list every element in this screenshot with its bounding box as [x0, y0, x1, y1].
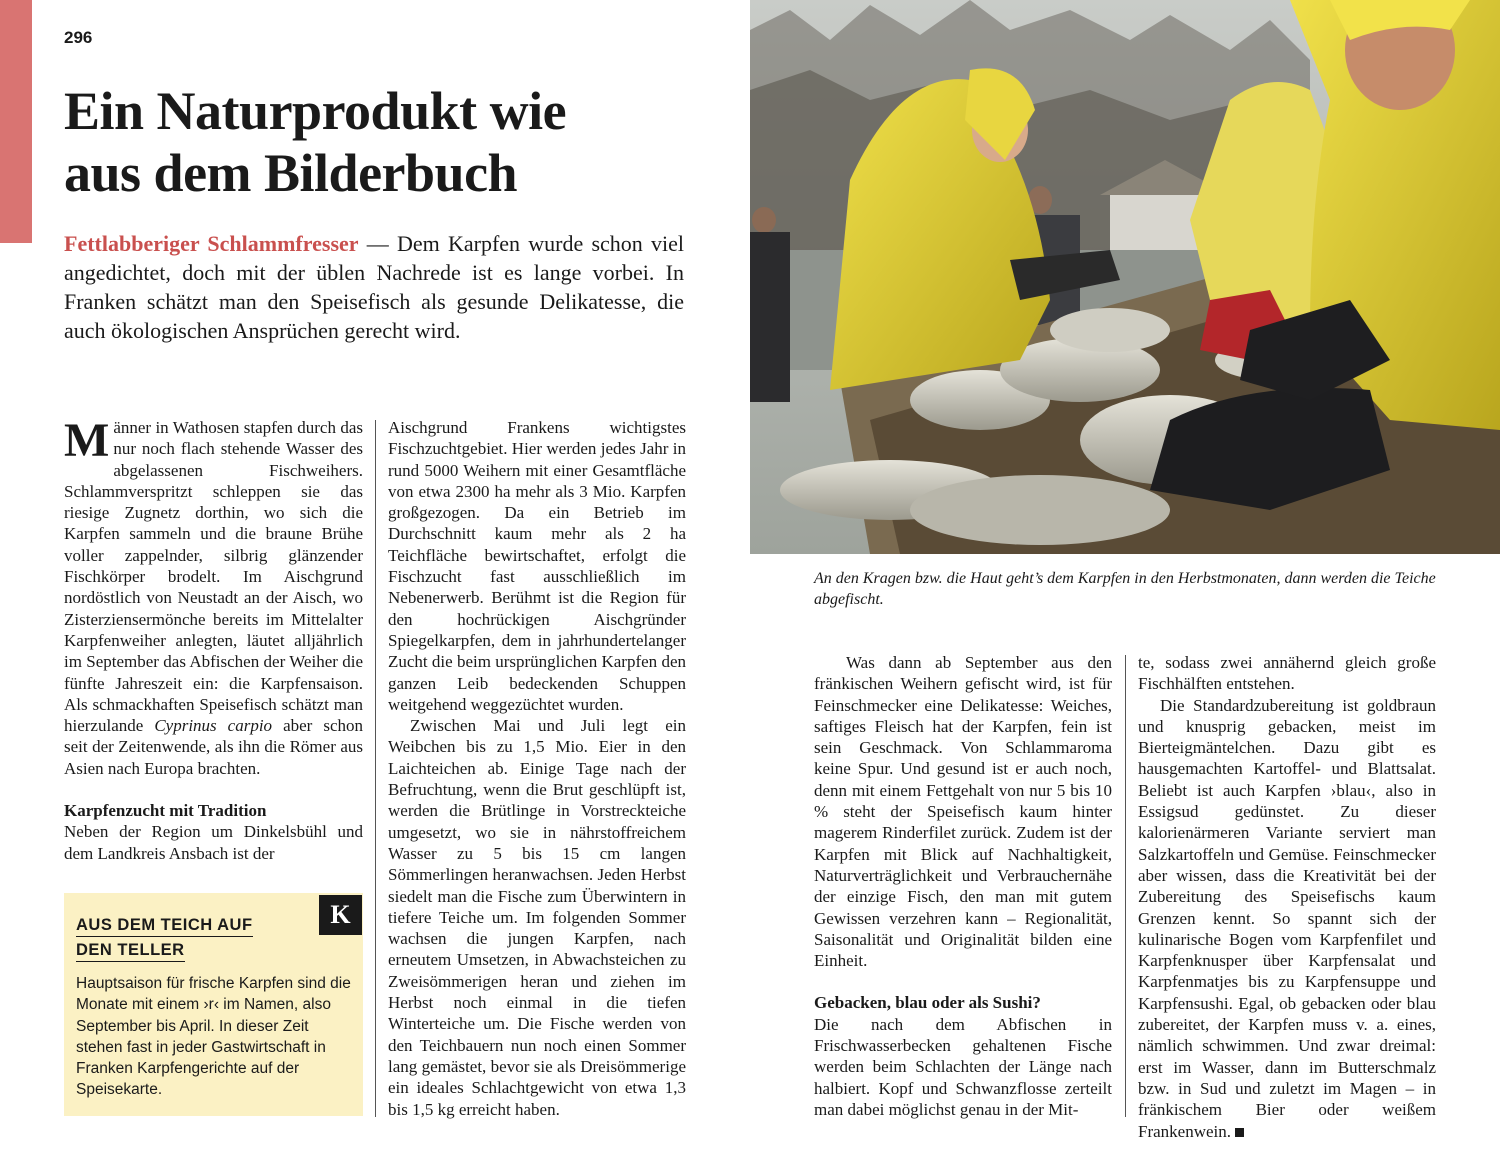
info-box-title: [76, 914, 253, 964]
title-line-1: Ein Naturprodukt wie: [64, 81, 567, 141]
text-column-2: [388, 417, 686, 1120]
text-column-3: [814, 652, 1112, 1120]
photo-caption: An den Kragen bzw. die Haut geht’s dem Karpfen in den Herbstmonaten, dann werden die Teiche abgefischt.: [814, 570, 1436, 608]
drop-cap: M: [64, 414, 110, 467]
end-mark-icon: [1235, 1128, 1244, 1137]
page-number: 296: [64, 28, 93, 47]
column-divider: [375, 420, 376, 1117]
section-heading: Gebacken, blau oder als Sushi?: [814, 993, 1041, 1013]
text-column-4: [1138, 652, 1436, 1142]
col4-p2: Die Standardzubereitung ist goldbraun und knusprig gebacken, meist im Bierteigmäntelchen. Dazu gibt es hausgemachten Kartoffel- und Blattsalat. Beliebt ist auch Karpfen ›blau‹, also in Essigsud gedünstet. Zu dieser kalorienärmeren Variante serviert man Salzkartoffeln und Gemüse. Feinschmecker aber wissen, dass die Kreativität bei der Zubereitung des Speisefischs kaum Grenzen kennt. So spannt sich der kulinarische Bogen vom Karpfenfilet und Karpfenknusper über Karpfensalat und Karpfenmatjes bis zu Karpfensuppe und Karpfensushi. Egal, ob gebacken oder blau zubereitet, der Karpfen muss v. a. eines, nämlich schwimmen. Und zwar dreimal: erst im Wasser, dann im Butterschmalz bzw. in Sud und zuletzt im Magen – in fränkischem Bier oder weißem Frankenwein.: [1138, 695, 1436, 1141]
intro-text: — Dem Karpfen wurde schon viel angedichtet, doch mit der üblen Nachrede ist es lange vorbei. In Franken schätzt man den Speisefisch als gesunde Delikatesse, die auch ökologischen Ansprüchen gerecht wird.: [64, 231, 684, 343]
body-paragraph: Zwischen Mai und Juli legt ein Weibchen bis zu 1,5 Mio. Eier in den Laichteichen ab. Einige Tage nach der Befruchtung, wenn die Brut geschlüpft ist, werden die Brütlinge in Vorstreckteiche umgesetzt, wo sie in nährstoffreichem Wasser zu 5 bis 15 cm langen Sömmerlingen heranwachsen. Jeden Herbst siedelt man die Fische zum Überwintern in tiefere Teiche um. Im folgenden Sommer wachsen die jungen Karpfen, nach erneutem Umsetzen, in Abwachsteichen zu Zweisömmerigen heran und ziehen im Herbst noch einmal in die tiefen Winterteiche um. Die Fische werden von den Teichbauern nun noch einen Sommer lang gemästet, bevor sie als Dreisömmerige ein ideales Schlachtgewicht von etwa 1,3 bis 1,5 kg erreicht haben.: [388, 716, 686, 1119]
photo-fishermen: [750, 0, 1500, 554]
accent-bar: [0, 0, 32, 243]
text-column-1: [64, 414, 363, 864]
body-paragraph: [64, 414, 363, 779]
body-paragraph: Was dann ab September aus den fränkischen Weihern gefischt wird, ist für Feinschmecker eine Delikatesse: Weiches, saftiges Fleisch hat der Karpfen, fein ist sein Geschmack. Von Schlammaroma keine Spur. Und gesund ist er auch noch, denn mit einem Fettgehalt von nur 5 bis 10 % steht der Speisefisch kaum hinter magerem Rinderfilet zurück. Zudem ist der Karpfen mit Blick auf Nachhaltigkeit, Naturverträglichkeit und Verbrauchernähe der einzige Fisch, den man mit gutem Gewissen verzehren kann – Regionalität, Saisonalität und Originalität bilden eine Einheit.: [814, 653, 1112, 971]
intro-paragraph: [64, 229, 684, 345]
body-paragraph: [1138, 695, 1436, 1142]
col1-p1-end: aber schon seit der Zeitenwende, als ihn die Römer aus Asien nach Europa brachten.: [64, 716, 363, 778]
species-name: Cyprinus carpio: [154, 716, 273, 736]
info-box-body: Hauptsaison für frische Karpfen sind die Monate mit einem ›r‹ im Namen, also September bis April. In dieser Zeit stehen fast in jeder Gastwirtschaft in Franken Karpfengerichte auf der Speisekarte.: [76, 975, 351, 1099]
intro-kicker: Fettlabberiger Schlammfresser: [64, 231, 359, 256]
body-paragraph: Neben der Region um Dinkelsbühl und dem Landkreis Ansbach ist der: [64, 822, 363, 863]
col1-p1: änner in Wathosen stapfen durch das nur noch flach stehende Wasser des abgelassenen Fischweihers. Schlammverspritzt schleppen sie das riesige Zugnetz dorthin, wo sich die Karpfen sammeln und die braune Brühe voller zappelnder, silbrig glänzender Fischkörper brodelt. Im Aischgrund nordöstlich von Neustadt an der Aisch, wo Zisterziensermönche bereits im Mittelalter Karpfenweiher anlegten, läutet alljährlich im September das Abfischen der Weiher die fünfte Jahreszeit ein: die Karpfensaison. Als schmackhaften Speisefisch schätzt man hierzulande: [64, 418, 363, 736]
section-heading: Karpfenzucht mit Tradition: [64, 801, 267, 821]
info-box-title-line-1: AUS DEM TEICH AUF: [76, 914, 253, 937]
info-box-title-line-2: DEN TELLER: [76, 939, 185, 962]
page-title: [64, 80, 704, 204]
k-badge-icon: K: [319, 895, 362, 935]
column-divider: [1125, 655, 1126, 1117]
title-line-2: aus dem Bilderbuch: [64, 143, 518, 203]
photo-illustration: [750, 0, 1500, 554]
body-paragraph: Die nach dem Abfischen in Frischwasserbecken gehaltenen Fische werden beim Schlachten der Länge nach halbiert. Kopf und Schwanzflosse zerteilt man dabei möglichst genau in der Mit-: [814, 1014, 1112, 1119]
body-paragraph: Aischgrund Frankens wichtigstes Fischzuchtgebiet. Hier werden jedes Jahr in rund 5000 Weihern mit einer Gesamtfläche von etwa 2300 ha mehr als 3 Mio. Karpfen großgezogen. Da ein Betrieb im Durchschnitt kaum mehr als 2 ha Teichfläche bewirtschaftet, erfolgt die Fischzucht fast ausschließlich im Nebenerwerb. Berühmt ist die Region für den hochrückigen Aischgründer Spiegelkarpfen, dem in jahrhundertelanger Zucht die beim ursprünglichen Karpfen den ganzen Leib bedeckenden Schuppen weitgehend weggezüchtet wurden.: [388, 418, 686, 714]
body-paragraph: te, sodass zwei annähernd gleich große Fischhälften entstehen.: [1138, 653, 1436, 694]
